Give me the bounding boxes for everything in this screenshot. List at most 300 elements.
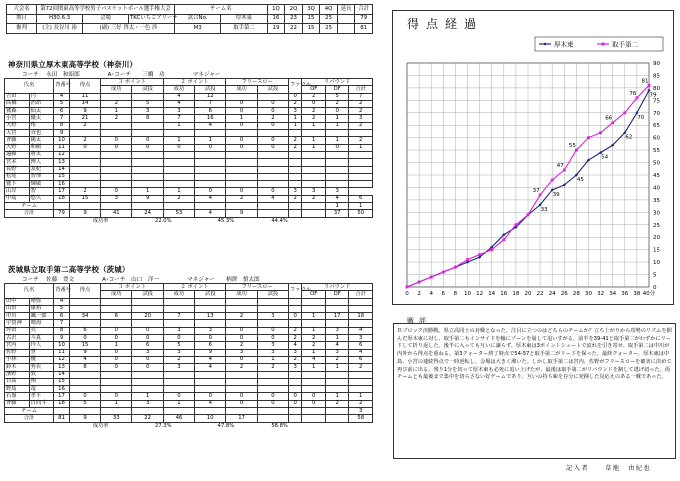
player-name: 古沢 (5, 335, 30, 342)
player-name: 中川 (5, 313, 30, 320)
player-name: 中島 (5, 195, 30, 202)
y-tick-label: 45 (653, 173, 660, 179)
data-point (527, 213, 530, 216)
stat-cell: 2 (302, 342, 325, 349)
stat-cell: 0 (325, 108, 348, 115)
data-label: 70 (637, 114, 645, 121)
data-point (490, 248, 493, 251)
stat-cell (325, 305, 348, 312)
player-name: 仙太 (29, 108, 54, 115)
stat-cell: 1 (302, 349, 325, 356)
stat-cell: 4 (349, 327, 373, 334)
stat-cell: 0 (226, 393, 257, 400)
col-header: フリースロー (226, 79, 289, 86)
stat-cell: 0 (195, 144, 226, 151)
y-tick-label: 10 (653, 260, 660, 267)
stat-cell (101, 298, 132, 305)
stat-cell: 5 (69, 400, 100, 407)
pct-label: 成功率 (92, 422, 109, 429)
player-row (5, 400, 373, 407)
col-subheader: 成功 (226, 86, 257, 93)
stat-cell (325, 378, 348, 385)
stat-cell: 0 (226, 400, 257, 407)
stat-cell (226, 378, 257, 385)
chart-canvas (393, 11, 675, 306)
stat-cell (289, 210, 302, 217)
player-row (5, 130, 373, 137)
player-name: 田中 (5, 298, 30, 305)
player-row (5, 151, 373, 158)
player-name: 日高 (5, 378, 30, 385)
player-name: 悠久 (29, 195, 54, 202)
player-name: 宮本 (5, 159, 30, 166)
stat-cell (132, 173, 163, 180)
player-name: 鷲下 (5, 181, 30, 188)
data-point (454, 266, 457, 269)
stat-cell (132, 408, 163, 415)
stat-cell (349, 159, 373, 166)
stat-cell (325, 173, 348, 180)
stat-cell: 2 (302, 115, 325, 122)
header-cell (337, 14, 355, 24)
stat-cell (163, 378, 194, 385)
x-tick-label: 38 (633, 291, 641, 297)
stat-cell (69, 130, 100, 137)
stat-cell: 2 (325, 400, 348, 407)
header-cell: 1Q (267, 5, 285, 15)
col-subheader: 試投 (132, 86, 163, 93)
team2-staff: コーチ 佐藤 豊文 A･コーチ 山口 洋一 マネジャー 柄澤 慎太郎 (22, 277, 260, 283)
legend-label: 厚木東 (554, 40, 574, 49)
stat-cell: 12 (54, 356, 70, 363)
stat-cell: 1 (325, 335, 348, 342)
data-label: 55 (568, 143, 576, 150)
stat-cell (302, 130, 325, 137)
y-tick-label: 15 (653, 247, 660, 254)
stat-cell: 2 (302, 93, 325, 100)
stat-cell (325, 415, 348, 422)
y-tick-label: 35 (653, 197, 660, 204)
stat-cell (69, 386, 100, 393)
player-name: 侑 (29, 122, 54, 129)
data-point (478, 253, 481, 256)
stat-cell (132, 320, 163, 327)
stat-cell: 2 (163, 356, 194, 363)
y-tick-label: 40 (653, 185, 660, 192)
player-name: 長野 (5, 166, 30, 173)
stat-cell (226, 93, 257, 100)
player-row (5, 327, 373, 334)
stat-cell (132, 130, 163, 137)
y-tick-label: 85 (653, 73, 660, 80)
col-subheader: DF (325, 291, 348, 298)
stat-cell: 2 (257, 115, 288, 122)
stat-cell: 12 (54, 151, 70, 158)
player-name: 宮内 (5, 342, 30, 349)
stat-cell (163, 408, 194, 415)
x-tick-label: 8 (453, 291, 458, 297)
stat-cell: 22 (132, 415, 163, 422)
stat-cell (69, 305, 100, 312)
stat-cell: 0 (257, 393, 288, 400)
stat-cell: 3 (163, 327, 194, 334)
stat-cell (289, 173, 302, 180)
player-name: 颯一郎 (29, 313, 54, 320)
player-row (5, 159, 373, 166)
data-label: 66 (605, 115, 613, 122)
player-name: 山岸 (5, 188, 30, 195)
col-header: リバウンド (302, 284, 373, 291)
stat-cell (325, 130, 348, 137)
stat-cell: 6 (101, 313, 132, 320)
stat-cell (302, 166, 325, 173)
stat-cell: 0 (69, 393, 100, 400)
player-row (5, 356, 373, 363)
stat-cell: 18 (349, 313, 373, 320)
stat-cell: 4 (325, 195, 348, 202)
stat-cell (349, 151, 373, 158)
boxscore-header-row (5, 284, 373, 291)
stat-cell (289, 320, 302, 327)
data-point (418, 281, 421, 284)
stat-cell: 2 (101, 115, 132, 122)
player-row (5, 393, 373, 400)
stat-cell (257, 159, 288, 166)
stat-cell (101, 151, 132, 158)
data-point (636, 96, 639, 99)
data-label: 33 (540, 206, 548, 213)
stat-cell: 3 (226, 349, 257, 356)
stat-cell (289, 298, 302, 305)
stat-cell (302, 415, 325, 422)
stat-cell: 0 (101, 188, 132, 195)
stat-cell: 46 (163, 415, 194, 422)
stat-cell: 1 (101, 108, 132, 115)
y-tick-label: 75 (653, 98, 660, 105)
stat-cell: 1 (101, 400, 132, 407)
player-row (5, 144, 373, 151)
stat-cell: 17 (54, 188, 70, 195)
player-name: 直也 (29, 130, 54, 137)
stat-cell: 0 (289, 400, 302, 407)
stat-cell: 2 (226, 195, 257, 202)
header-cell: 4Q (320, 5, 338, 15)
stat-cell (163, 371, 194, 378)
stat-cell: 2 (349, 108, 373, 115)
total-row-label: 合計 (5, 415, 54, 422)
stat-cell (302, 210, 325, 217)
stat-cell (226, 386, 257, 393)
stat-cell: 18 (54, 400, 70, 407)
x-tick-label: 36 (621, 291, 629, 297)
spacer (5, 422, 70, 430)
stat-cell: 0 (257, 137, 288, 144)
stat-cell: 7 (163, 115, 194, 122)
stat-cell (325, 371, 348, 378)
stat-cell: 2 (257, 364, 288, 371)
game-header-table (6, 4, 373, 34)
stat-cell: 9 (54, 130, 70, 137)
stat-cell: 4 (195, 210, 226, 217)
stat-cell: 0 (226, 144, 257, 151)
stat-cell (257, 166, 288, 173)
stat-cell (69, 408, 100, 415)
stat-cell (349, 378, 373, 385)
stat-cell: 0 (101, 335, 132, 342)
player-name: 智 (29, 188, 54, 195)
stat-cell: 1 (302, 122, 325, 129)
stat-cell: 0 (289, 93, 302, 100)
header-cell: 16 (267, 14, 285, 24)
data-label: 54 (601, 154, 609, 161)
stat-cell: 10 (54, 342, 70, 349)
data-point (502, 238, 505, 241)
stat-cell (289, 159, 302, 166)
player-row (5, 386, 373, 393)
stat-cell (101, 378, 132, 385)
stat-cell (195, 408, 226, 415)
header-cell: 19 (267, 24, 285, 34)
stat-cell (349, 305, 373, 312)
team-row-label: チーム (5, 203, 54, 210)
player-name: 小宮 (5, 115, 30, 122)
stat-cell: 1 (349, 203, 373, 210)
y-tick-label: 25 (653, 222, 660, 229)
header-cell: TKCいちごアリーナ (128, 14, 174, 24)
stat-cell: 9 (69, 415, 100, 422)
stat-cell: 1 (349, 144, 373, 151)
stat-cell: 2 (226, 364, 257, 371)
data-point (430, 276, 433, 279)
stat-cell: 9 (132, 195, 163, 202)
stat-cell: 2 (289, 195, 302, 202)
player-name: 輝敏 (29, 181, 54, 188)
stat-cell (163, 151, 194, 158)
stat-cell: 1 (302, 144, 325, 151)
stat-cell: 81 (54, 415, 70, 422)
stat-cell (69, 371, 100, 378)
stat-cell (54, 408, 70, 415)
header-cell: 試合No. (174, 14, 220, 24)
stat-cell (289, 371, 302, 378)
header-cell: 期日 (7, 14, 37, 24)
header-cell: 25 (320, 24, 338, 34)
stat-cell (195, 305, 226, 312)
stat-cell (195, 371, 226, 378)
stat-cell (195, 159, 226, 166)
pct-label: 成功率 (92, 217, 109, 224)
header-cell: 25 (320, 14, 338, 24)
stat-cell (195, 320, 226, 327)
legend-marker (602, 43, 605, 46)
stat-cell (302, 298, 325, 305)
player-name: 小林 (5, 356, 30, 363)
stat-cell: 1 (325, 393, 348, 400)
stat-cell: 0 (257, 122, 288, 129)
stat-cell: 0 (226, 188, 257, 195)
player-row (5, 100, 373, 107)
player-name: 野島 (5, 386, 30, 393)
stat-cell: 12 (195, 93, 226, 100)
stat-cell (226, 408, 257, 415)
data-point (611, 121, 614, 124)
x-tick-label: 0 (405, 291, 409, 297)
stat-cell: 5 (54, 100, 70, 107)
stat-cell (257, 320, 288, 327)
pct-ft: 58.8% (271, 422, 288, 429)
col-subheader: 試投 (195, 86, 226, 93)
stat-cell (325, 166, 348, 173)
stat-cell: 4 (54, 93, 70, 100)
y-tick-label: 30 (653, 210, 660, 217)
stat-cell: 0 (257, 400, 288, 407)
stat-cell (132, 371, 163, 378)
stat-cell: 7 (195, 100, 226, 107)
stat-cell: 0 (195, 188, 226, 195)
stat-cell: 15 (54, 378, 70, 385)
stat-cell: 3 (163, 364, 194, 371)
player-name: 斗真 (29, 335, 54, 342)
stat-cell (163, 166, 194, 173)
data-point (563, 169, 566, 172)
stat-cell (289, 130, 302, 137)
stat-cell: 0 (226, 122, 257, 129)
y-tick-label: 0 (653, 285, 657, 291)
stat-cell: 1 (132, 393, 163, 400)
stat-cell: 2 (349, 122, 373, 129)
stat-cell: 9 (69, 210, 100, 217)
player-row (5, 364, 373, 371)
stat-cell: 17 (325, 313, 348, 320)
stat-cell: 0 (101, 349, 132, 356)
stat-cell (101, 166, 132, 173)
stat-cell (101, 386, 132, 393)
stat-cell: 0 (226, 100, 257, 107)
stat-cell (325, 408, 348, 415)
stat-cell (195, 173, 226, 180)
stat-cell (325, 151, 348, 158)
stat-cell: 7 (163, 313, 194, 320)
player-name: 友紀 (29, 166, 54, 173)
stat-cell: 11 (54, 349, 70, 356)
player-name: 治昂 (29, 100, 54, 107)
data-label: 45 (576, 177, 584, 183)
stat-cell (325, 159, 348, 166)
total-row-label: 合計 (5, 210, 54, 217)
player-name: 円 (29, 93, 54, 100)
stat-cell (302, 320, 325, 327)
stat-cell (289, 151, 302, 158)
stat-cell (101, 122, 132, 129)
stat-cell: 15 (69, 195, 100, 202)
pct-3p: 27.3% (155, 422, 172, 429)
header-cell: 22 (285, 24, 303, 34)
col-subheader: 試投 (132, 291, 163, 298)
player-name: 和樹 (29, 144, 54, 151)
stat-cell: 3 (302, 188, 325, 195)
stat-cell: 10 (195, 415, 226, 422)
col-header: ファウル (289, 284, 302, 299)
legend-label: 取手第二 (612, 40, 638, 49)
header-cell: 81 (355, 24, 373, 34)
header-cell: チーム名 (174, 5, 267, 15)
col-header: 氏名 (5, 79, 54, 94)
stat-cell: 2 (69, 122, 100, 129)
stat-cell (132, 298, 163, 305)
player-row (5, 298, 373, 305)
header-cell: 79 (355, 14, 373, 24)
player-name: 大宮 (5, 130, 30, 137)
stat-cell (226, 181, 257, 188)
x-tick-label: 4 (429, 291, 433, 297)
stat-cell: 1 (302, 313, 325, 320)
stat-cell: 5 (163, 342, 194, 349)
stat-cell (257, 151, 288, 158)
player-name: 慧 (29, 349, 54, 356)
stat-cell: 0 (289, 313, 302, 320)
team-row (5, 408, 373, 415)
col-header: 背番号 (54, 284, 70, 299)
stat-cell (163, 320, 194, 327)
stat-cell: 41 (101, 210, 132, 217)
col-header: ３ ポイント (101, 79, 164, 86)
stat-cell: 4 (289, 342, 302, 349)
stat-cell (257, 371, 288, 378)
data-point (587, 136, 590, 139)
col-subheader: OF (302, 86, 325, 93)
stat-cell: 3 (132, 349, 163, 356)
review-text: Ｂブロック決勝戦。県立高同士の対戦となった。注目に立つのはどちらのチームか？立ち上がりから攻勢のリズムを掴んだ厚木東に対し、取手第二もインサイドを軸にゾーンを崩して追いすがる。前半を39-41と取手第二がわずかにリードして折り返した。後半に入っても互いに譲らず、厚木東は3ポイントシュートで流れを引き寄せ、取手第二は中川が内外から得点を重ねる。第3クォーター終了時点で54-57と取手第二がリードを保った。最終クォーター、厚木東は中島、小宮の連続得点で一時逆転し、会場は大きく沸いた。しかし取手第二は宮内、佐野がフリースローを確実に決めて再び前に出る。残り1分を切って厚木東も必死に追い上げたが、最後は取手第二がリバウンドを制して逃げ切った。両チームとも最後まで集中を切らさない好ゲームであり、互いの持ち味を存分に発揮した見応えのある一戦であった。 (393, 323, 676, 459)
stat-cell (101, 408, 132, 415)
stat-cell (163, 298, 194, 305)
player-row (5, 371, 373, 378)
stat-cell (69, 378, 100, 385)
stat-cell: 0 (226, 356, 257, 363)
y-tick-label: 20 (653, 235, 660, 242)
stat-cell (69, 320, 100, 327)
stat-cell (163, 305, 194, 312)
stat-cell: 0 (302, 393, 325, 400)
stat-cell: 9 (226, 210, 257, 217)
y-tick-label: 70 (653, 110, 660, 117)
stat-cell (226, 159, 257, 166)
stat-cell (289, 305, 302, 312)
stat-cell (69, 166, 100, 173)
stat-cell (163, 173, 194, 180)
stat-cell (132, 386, 163, 393)
col-subheader: 成功 (101, 291, 132, 298)
stat-cell: 4 (195, 400, 226, 407)
stat-cell (69, 173, 100, 180)
stat-cell: 0 (226, 335, 257, 342)
team1-title: 神奈川県立厚木東高等学校（神奈川） (8, 60, 138, 69)
stat-cell: 9 (69, 108, 100, 115)
header-cell: (主) 長谷川 裕 (37, 24, 83, 34)
col-subheader: 試投 (257, 291, 288, 298)
player-name: 斉藤 (5, 137, 30, 144)
stat-cell: 0 (132, 364, 163, 371)
stat-cell: 6 (349, 195, 373, 202)
player-name: 秀衣 (29, 364, 54, 371)
stat-cell: 16 (54, 181, 70, 188)
x-tick-label: 32 (597, 291, 605, 297)
pct-2p: 47.8% (217, 422, 235, 429)
y-tick-label: 65 (653, 123, 660, 130)
player-name: 優 (29, 356, 54, 363)
col-header: ３ ポイント (101, 284, 164, 291)
player-row (5, 305, 373, 312)
stat-cell: 0 (101, 356, 132, 363)
